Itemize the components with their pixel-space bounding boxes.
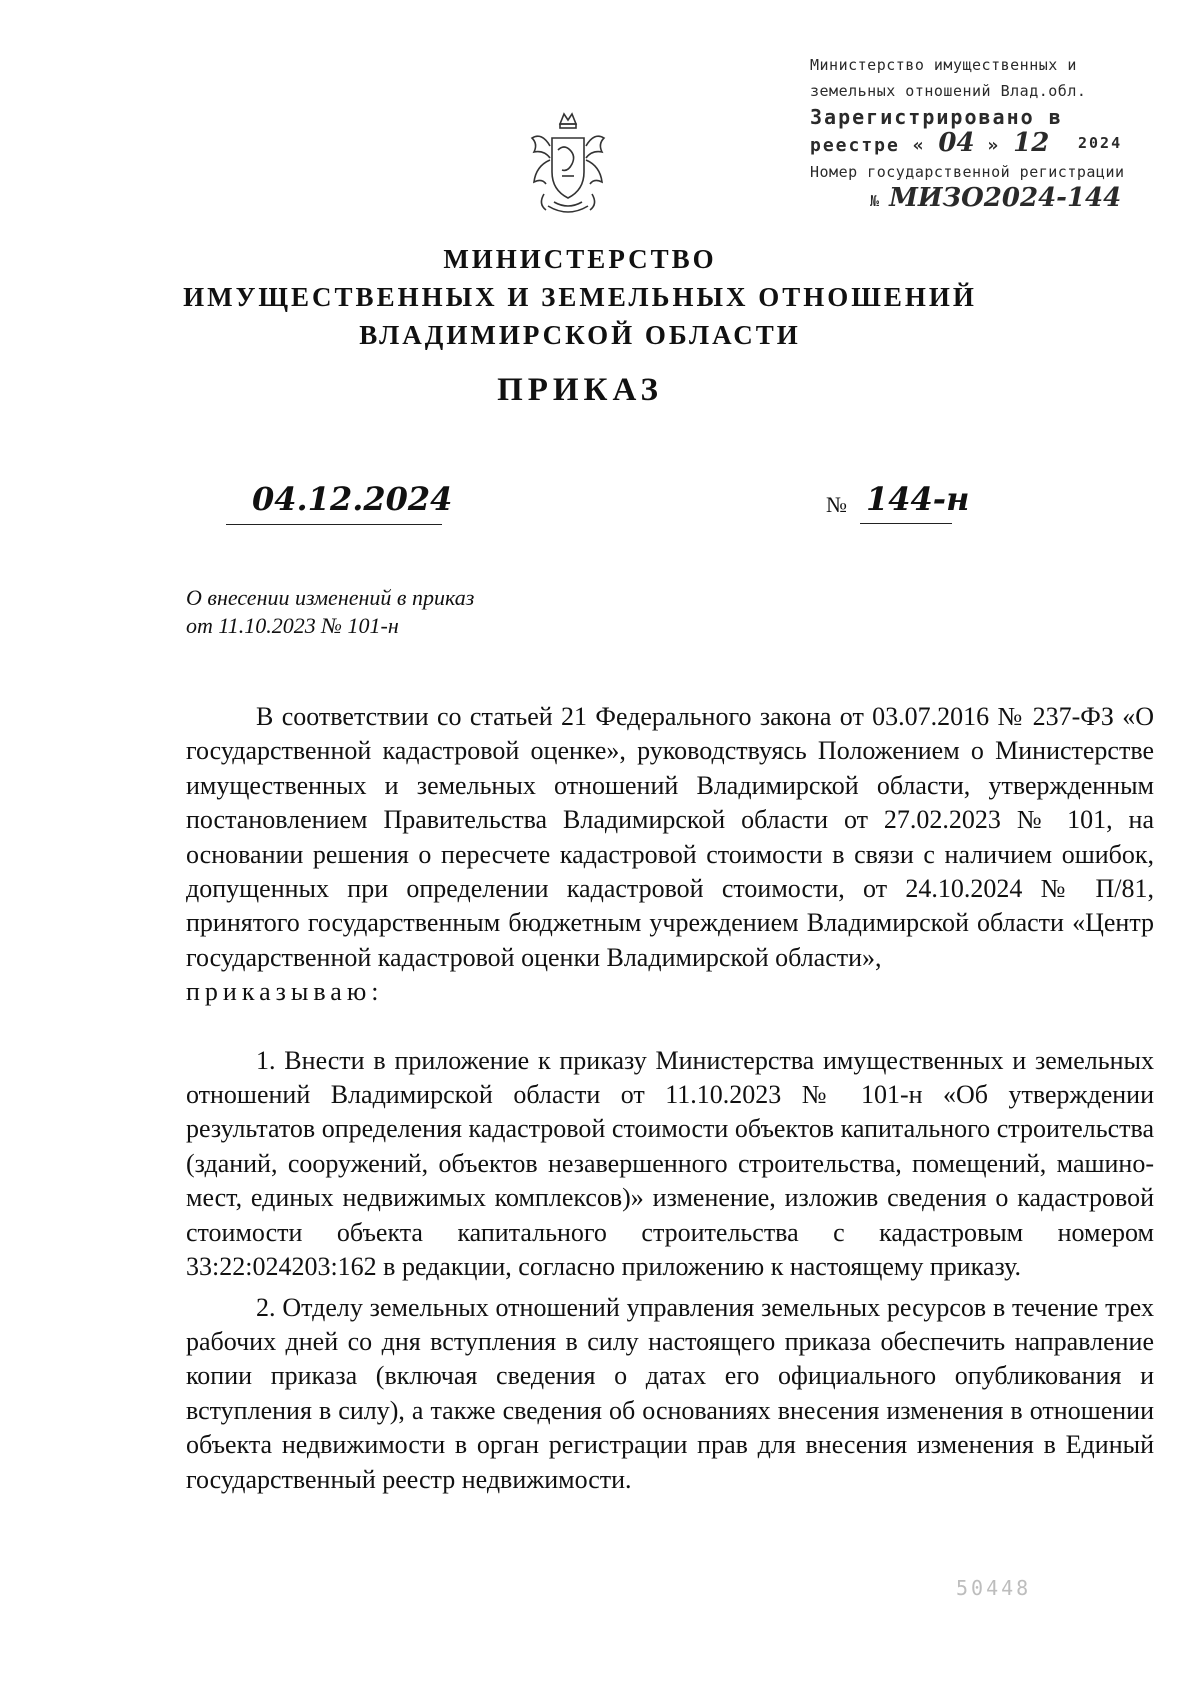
order-word: приказываю: <box>186 977 384 1007</box>
stamp-line-6 <box>810 185 1140 214</box>
order-subject <box>186 584 686 640</box>
coat-of-arms-icon <box>520 110 616 220</box>
stamp-quote-close: » <box>987 135 1001 156</box>
stamp-line-1: Министерство имущественных и <box>810 56 1077 74</box>
number-underline <box>860 523 952 524</box>
stamp-line-4 <box>810 130 1140 159</box>
header-line-1: МИНИСТЕРСТВО <box>443 244 717 274</box>
document-title: ПРИКАЗ <box>497 372 663 408</box>
stamp-day-handwritten: 04 <box>938 128 975 158</box>
header-line-3: ВЛАДИМИРСКОЙ ОБЛАСТИ <box>359 320 801 350</box>
order-date-field <box>226 480 453 525</box>
stamp-month-handwritten: 12 <box>1013 128 1050 158</box>
order-number-field <box>826 480 970 524</box>
faint-page-mark: 50448 <box>956 1576 1032 1600</box>
header-line-2: ИМУЩЕСТВЕННЫХ И ЗЕМЕЛЬНЫХ ОТНОШЕНИЙ <box>183 282 977 312</box>
subject-line-1: О внесении изменений в приказ <box>186 585 475 610</box>
preamble-paragraph <box>186 700 1154 975</box>
stamp-registry-label: реестре « <box>810 135 926 156</box>
registration-stamp <box>810 52 1140 214</box>
preamble-text: В соответствии со статьей 21 Федерального закона от 03.07.2016 № 237-ФЗ «О государственной кадастровой оценке», руководствуясь Положением о Министерстве имущественных и земельных отношений Владимирской области, утвержденным постановлением Правительства Владимирской области от 27.02.2023 № 101, на основании решения о пересчете кадастровой стоимости в связи с наличием ошибок, допущенных при определении кадастровой стоимости, от 24.10.2024 № П/81, принятого государственным бюджетным учреждением Владимирской области «Центр государственной кадастровой оценки Владимирской области», <box>186 702 1154 972</box>
order-date-handwritten: 04.12.2024 <box>252 480 453 518</box>
stamp-number-sign: № <box>870 192 880 210</box>
number-sign: № <box>826 492 847 517</box>
item-1-paragraph: 1. Внести в приложение к приказу Министерства имущественных и земельных отношений Владимирской области от 11.10.2023 № 101-н «Об утверждении результатов определения кадастровой стоимости объектов капитального строительства (зданий, сооружений, объектов незавершенного строительства, помещений, машино-мест, единых недвижимых комплексов)» изменение, изложив сведения о кадастровой стоимости объекта капитального строительства с кадастровым номером 33:22:024203:162 в редакции, согласно приложению к настоящему приказу. <box>186 1045 1154 1282</box>
stamp-year: 2024 <box>1078 134 1123 152</box>
order-body <box>186 700 1154 1497</box>
stamp-line-2: земельных отношений Влад.обл. <box>810 82 1087 100</box>
item-2-paragraph: 2. Отделу земельных отношений управления земельных ресурсов в течение трех рабочих дней со дня вступления в силу настоящего приказа обеспечить направление копии приказа (включая сведения о датах его официального опубликования и вступления в силу), а также сведения об основаниях внесения изменения в отношении объекта недвижимости в орган регистрации прав для внесения изменения в Единый государственный реестр недвижимости. <box>186 1292 1154 1494</box>
ministry-header <box>0 240 1160 354</box>
stamp-line-5: Номер государственной регистрации <box>810 163 1125 181</box>
subject-line-2: от 11.10.2023 № 101-н <box>186 613 399 638</box>
order-word-paragraph <box>186 975 1154 1009</box>
stamp-registration-number: МИЗО2024-144 <box>889 183 1122 213</box>
stamp-line-3: Зарегистрировано в <box>810 105 1063 129</box>
order-number-handwritten: 144-н <box>866 480 970 518</box>
